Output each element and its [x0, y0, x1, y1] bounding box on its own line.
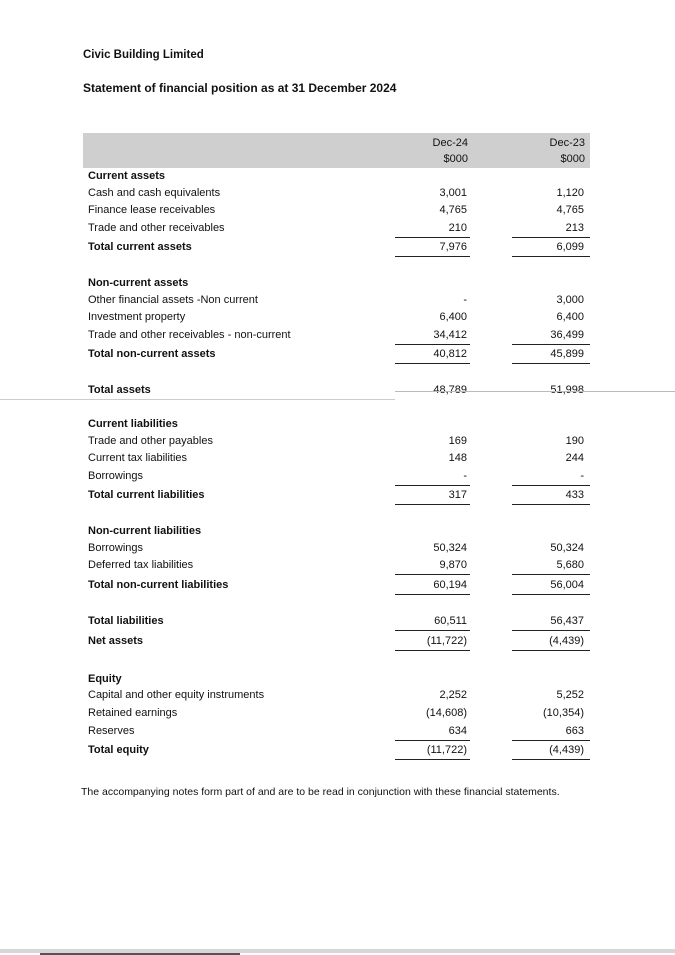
total-rule — [512, 650, 590, 651]
row-value-dec24: (11,722) — [426, 635, 467, 647]
row-label: Other financial assets -Non current — [88, 294, 258, 306]
row-label: Deferred tax liabilities — [88, 559, 194, 571]
subtotal-rule — [395, 574, 470, 575]
footnote: The accompanying notes form part of and are to be read in conjunction with these financial statements. — [81, 786, 560, 798]
row-value-dec23: 56,437 — [550, 615, 584, 627]
total-rule — [395, 759, 470, 760]
row-value-dec23: - — [580, 470, 584, 482]
row-value-dec23: 1,120 — [556, 187, 584, 199]
row-non-current-assets-heading — [88, 277, 591, 295]
total-rule — [395, 363, 470, 364]
row-label: Total non-current liabilities — [88, 579, 229, 591]
total-rule — [395, 650, 470, 651]
row-value-dec23: 45,899 — [550, 348, 584, 360]
row-value-dec23: 56,004 — [550, 579, 584, 591]
row-capital-equity — [88, 689, 591, 707]
row-value-dec23: 663 — [565, 725, 584, 737]
row-value-dec24: 60,511 — [434, 615, 467, 627]
row-label: Current assets — [88, 170, 166, 182]
scan-line — [0, 399, 395, 400]
row-value-dec23: 5,252 — [556, 689, 584, 701]
subtotal-rule — [395, 485, 470, 486]
row-label: Borrowings — [88, 542, 144, 554]
row-current-liabilities-heading — [88, 418, 591, 436]
row-value-dec24: 7,976 — [439, 241, 467, 253]
row-label: Current tax liabilities — [88, 452, 188, 464]
subtotal-rule — [395, 237, 470, 238]
row-value-dec24: 210 — [448, 222, 467, 234]
row-value-dec23: 5,680 — [556, 559, 584, 571]
subtotal-rule — [395, 344, 470, 345]
row-retained-earnings — [88, 707, 591, 725]
row-value-dec23: 36,499 — [550, 329, 584, 341]
row-label: Total non-current assets — [88, 348, 216, 360]
row-trade-payables — [88, 435, 591, 453]
row-value-dec23: (10,354) — [543, 707, 584, 719]
subtotal-rule — [512, 485, 590, 486]
row-current-assets-heading — [88, 170, 591, 188]
row-cash — [88, 187, 591, 205]
row-label: Total current liabilities — [88, 489, 205, 501]
row-value-dec23: 244 — [565, 452, 584, 464]
subtotal-rule — [395, 740, 470, 741]
row-value-dec24: 169 — [448, 435, 467, 447]
row-label: Trade and other receivables — [88, 222, 225, 234]
row-label: Capital and other equity instruments — [88, 689, 265, 701]
total-rule — [512, 256, 590, 257]
total-rule — [512, 594, 590, 595]
row-value-dec24: - — [463, 470, 467, 482]
row-borrowings-non-current — [88, 542, 591, 560]
row-value-dec23: (4,439) — [549, 635, 584, 647]
total-rule — [512, 504, 590, 505]
total-rule — [512, 759, 590, 760]
row-label: Retained earnings — [88, 707, 178, 719]
column-period: Dec-24 — [432, 137, 468, 149]
row-label: Finance lease receivables — [88, 204, 216, 216]
row-label: Borrowings — [88, 470, 144, 482]
subtotal-rule — [512, 740, 590, 741]
row-value-dec23: 4,765 — [556, 204, 584, 216]
row-value-dec24: 9,870 — [439, 559, 467, 571]
row-value-dec24: 48,789 — [433, 384, 467, 396]
row-current-tax-liabilities — [88, 452, 591, 470]
row-investment-property — [88, 311, 591, 329]
column-unit: $000 — [443, 153, 468, 165]
total-rule — [512, 363, 590, 364]
statement-title: Statement of financial position as at 31 December 2024 — [83, 81, 397, 95]
scan-line — [395, 391, 675, 392]
row-value-dec24: 50,324 — [433, 542, 467, 554]
row-value-dec23: 3,000 — [556, 294, 584, 306]
row-value-dec23: 51,998 — [550, 384, 584, 396]
row-value-dec24: 60,194 — [433, 579, 467, 591]
row-finance-lease — [88, 204, 591, 222]
row-value-dec24: 40,812 — [433, 348, 467, 360]
row-label: Trade and other receivables - non-current — [88, 329, 291, 341]
row-non-current-liabilities-heading — [88, 525, 591, 543]
column-header-dec23 — [495, 135, 585, 167]
row-value-dec23: 6,099 — [556, 241, 584, 253]
subtotal-rule — [512, 237, 590, 238]
row-value-dec23: 433 — [565, 489, 584, 501]
row-label: Total assets — [88, 384, 151, 396]
column-unit: $000 — [560, 153, 585, 165]
row-value-dec24: (11,722) — [426, 744, 467, 756]
row-value-dec23: 213 — [565, 222, 584, 234]
column-header-dec24 — [378, 135, 468, 167]
row-value-dec24: 3,001 — [439, 187, 467, 199]
row-label: Equity — [88, 673, 122, 685]
subtotal-rule — [395, 630, 470, 631]
row-value-dec24: 34,412 — [433, 329, 467, 341]
row-label: Total current assets — [88, 241, 192, 253]
total-rule — [395, 594, 470, 595]
row-label: Non-current assets — [88, 277, 189, 289]
row-value-dec24: (14,608) — [426, 707, 467, 719]
row-other-financial-assets — [88, 294, 591, 312]
row-value-dec24: 6,400 — [439, 311, 467, 323]
row-label: Investment property — [88, 311, 186, 323]
row-value-dec23: 6,400 — [556, 311, 584, 323]
subtotal-rule — [512, 574, 590, 575]
subtotal-rule — [512, 344, 590, 345]
row-label: Current liabilities — [88, 418, 178, 430]
row-value-dec24: 2,252 — [439, 689, 467, 701]
row-label: Trade and other payables — [88, 435, 213, 447]
company-name: Civic Building Limited — [83, 49, 204, 61]
total-rule — [395, 256, 470, 257]
row-label: Non-current liabilities — [88, 525, 202, 537]
row-value-dec23: 190 — [565, 435, 584, 447]
row-label: Reserves — [88, 725, 135, 737]
row-value-dec24: 148 — [448, 452, 467, 464]
row-value-dec24: 634 — [448, 725, 467, 737]
row-value-dec23: (4,439) — [549, 744, 584, 756]
column-period: Dec-23 — [549, 137, 585, 149]
row-value-dec24: 4,765 — [439, 204, 467, 216]
row-label: Cash and cash equivalents — [88, 187, 221, 199]
row-value-dec24: 317 — [448, 489, 467, 501]
row-value-dec23: 50,324 — [550, 542, 584, 554]
row-value-dec24: - — [463, 294, 467, 306]
row-label: Net assets — [88, 635, 144, 647]
subtotal-rule — [512, 630, 590, 631]
total-rule — [395, 504, 470, 505]
row-label: Total equity — [88, 744, 149, 756]
row-label: Total liabilities — [88, 615, 164, 627]
